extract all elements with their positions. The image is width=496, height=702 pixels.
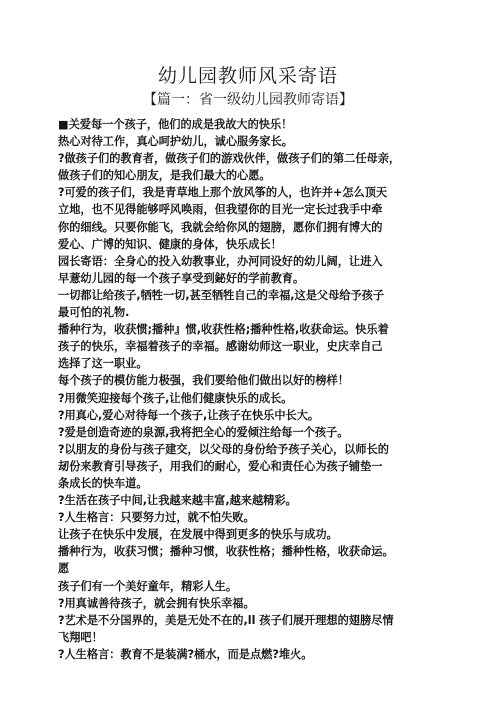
body-line: 飞翔吧！: [58, 630, 103, 644]
body-line: 播种行为，收获惯;播种』惯,收获性格;播种性格,收获命运。快乐着: [58, 323, 389, 337]
body-line: 立地，也不见得能够呼风唤雨，但我望你的目光一定长过我手中牵: [58, 203, 383, 217]
body-line: 条成长的快车道。: [58, 476, 148, 490]
body-line: ?人生格言：教育不是装满?桶水，而是点燃?堆火。: [58, 647, 313, 661]
body-line: 刼份来教育引导孩子，用我们的耐心，爱心和责任心为孩子铺垫一: [58, 459, 383, 473]
body-line: ?爱是创造奇迹的泉源,我将把全心的爱倾注给每一个孩子。: [58, 425, 349, 439]
body-line: 一切都让给孩子,牺牲一切,甚至牺牲自己的幸福,这是父母给予孩子: [58, 288, 385, 302]
body-line: 最可怕的礼物.: [58, 306, 130, 320]
body-line: 每个孩子的模仿能力极强，我们要给他们做出以好的榜样！: [58, 374, 349, 388]
document-title: 幼儿园教师风采寄语: [157, 65, 338, 87]
body-line: 爱心、广博的知识、健康的身体，快乐成长！: [58, 237, 282, 251]
body-line: ?用真诚善待孩子，就会拥有快乐幸福。: [58, 596, 255, 610]
body-line: 做孩子们的知心朋友，是我们最大的心愿。: [58, 169, 271, 183]
body-line: 园长寄语：全身心的投入幼教事业，办河同设好的幼儿阔，让进入: [58, 254, 383, 268]
document-body: [58, 116, 444, 663]
body-line: 早薏幼儿园的每一个孩子享受到鉍好的学前教育。: [58, 271, 305, 285]
body-line: ■关爱每一个孩子，他们的成是我故大的快乐！: [58, 118, 293, 131]
document-subtitle: 【篇一：省一级幼儿园教师寄语】: [143, 92, 353, 108]
body-line: ?用真心,爱心对待每一个孩子,让孩子在快乐中长大。: [58, 408, 320, 422]
body-line: 让孩子在快乐中发展，在发展中得到更多的快乐与成功。: [58, 528, 338, 542]
body-line: ?生活在孩子中间,让我越来越丰富,越来越精彩。: [58, 494, 297, 508]
body-line: ?可爱的孩子们，我是青草地上那个放风筝的人，也许并+怎么顶天: [58, 186, 388, 200]
body-line: 选择了这一职业。: [58, 357, 148, 371]
body-line: 愿: [58, 562, 70, 576]
body-line: 孩子的快乐，幸福着孩子的幸福。感谢幼师这一职业，史庆幸自己: [58, 340, 383, 354]
body-line: ?做孩子们的教育者，做孩子们的游戏伙伴，做孩子们的第二任母亲，: [58, 152, 401, 166]
body-line: ?用微笑迎接每个孩子,让他们健康快乐的成长。: [58, 391, 293, 405]
body-line: ?以朋友的身份与孩子建交，以父母的身份给予孩子关心，以师长的: [58, 442, 389, 456]
body-line: ?艺术是不分国界的，美是无处不在的,ll 孩子们展开理想的翅膀尽情: [58, 613, 394, 627]
body-line: 热心对待工作，真心呵护幼儿，诚心服务家长。: [58, 135, 293, 149]
body-line: 你的细线。只要你能飞，我就会给你风的翅膀，愿你们拥有博大的: [58, 220, 383, 234]
body-line: 孩子们有一个美好童年，精彩人生。: [58, 579, 238, 593]
body-line: ?人生格言：只要努力过，就不怕失败。: [58, 511, 255, 525]
body-line: 播种行为，收获习惯；播种习惯，收获性格；播种性格，收获命运。: [58, 545, 394, 559]
